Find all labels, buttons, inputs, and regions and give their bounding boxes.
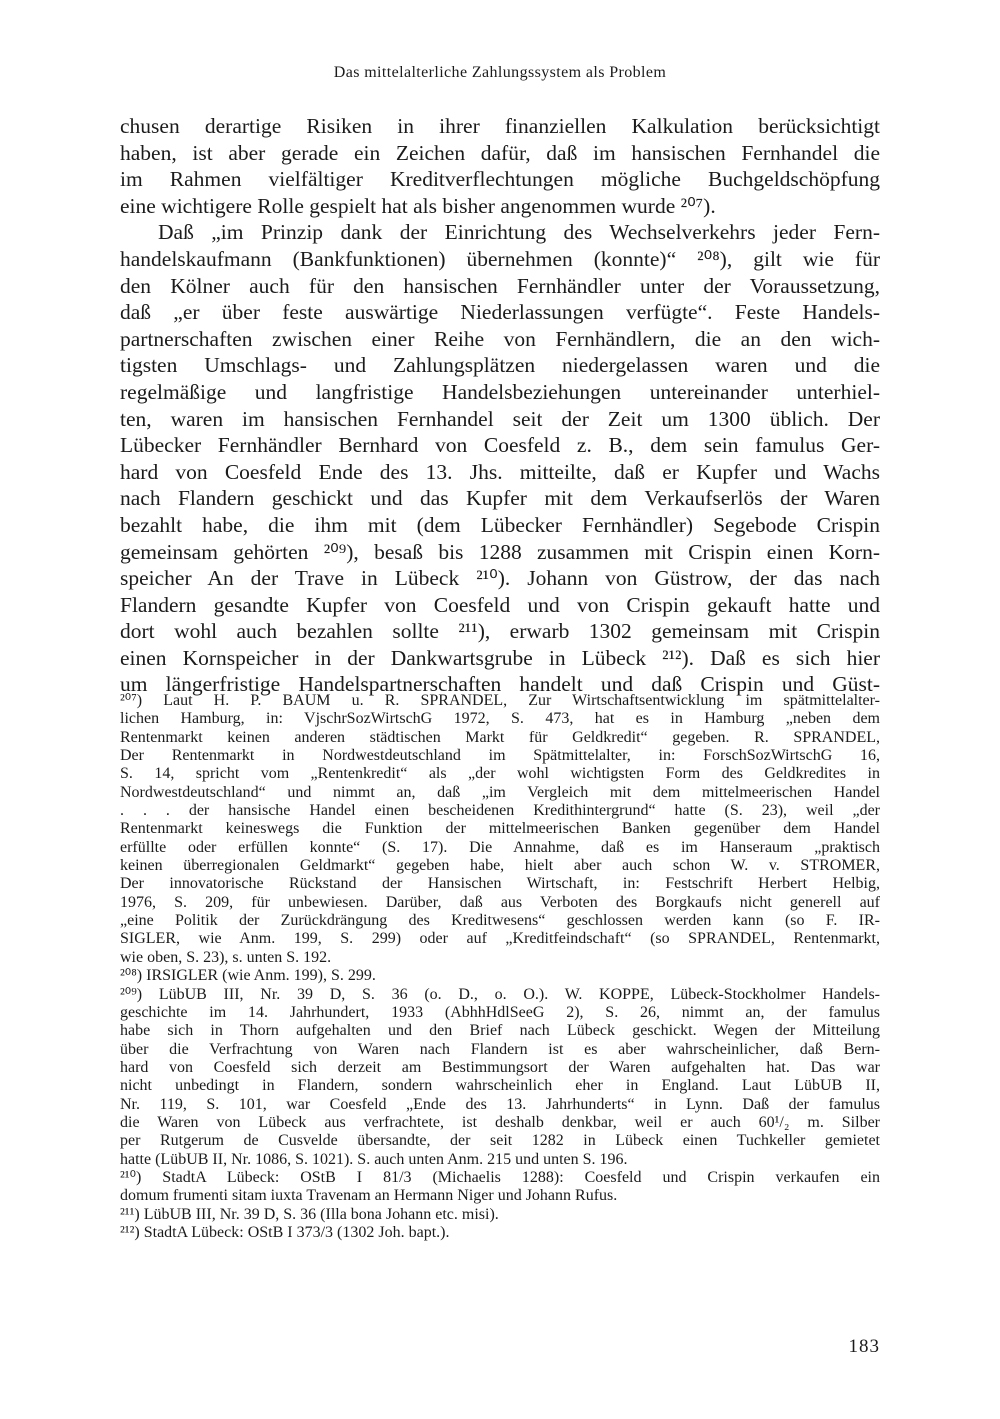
body-line: Lübecker Fernhändler Bernhard von Coesfeld z. B., dem sein famulus Ger- [120,433,880,458]
footnote-line: die Waren von Lübeck aus verfrachtete, ist deshalb denkbar, weil er auch 60¹/₂ m. Silber [120,1113,880,1131]
body-line: tigsten Umschlags- und Zahlungsplätzen niedergelassen waren und die [120,353,880,378]
footnote-line: ²¹¹) LübUB III, Nr. 39 D, S. 36 (Illa bona Johann etc. misi). [120,1205,499,1223]
footnote-line: domum frumenti sitam iuxta Travenam an Hermann Niger und Johann Rufus. [120,1187,618,1205]
body-line: hard von Coesfeld Ende des 13. Jhs. mitteilte, daß er Kupfer und Wachs [120,459,880,484]
body-line: bezahlt habe, die ihm mit (dem Lübecker Fernhändler) Segebode Crispin [120,512,880,537]
body-line: ten, waren im hansischen Fernhandel seit der Zeit um 1300 üblich. Der [120,406,880,431]
footnote-line: ²¹²) StadtA Lübeck: OStB I 373/3 (1302 Joh. bapt.). [120,1223,450,1241]
body-line: regelmäßige und langfristige Handelsbeziehungen untereinander unterhiel- [120,379,880,404]
footnote-line: habe sich in Thorn aufgehalten und den Brief nach Lübeck geschickt. Wegen der Mitteilung [120,1022,880,1040]
footnote-line: Rentenmarkt keineswegs die Funktion der mittelmeerischen Banken gegenüber dem Handel [120,820,880,838]
body-line: den Kölner auch für den hansischen Fernhändler unter der Voraussetzung, [120,273,880,298]
body-line: nach Flandern geschickt und das Kupfer mit dem Verkaufserlös der Waren [120,486,880,511]
body-line: partnerschaften zwischen einer Reihe von Fernhändlern, die an den wich- [120,326,880,351]
body-line: chusen derartige Risiken in ihrer finanziellen Kalkulation berücksichtigt [120,114,880,138]
footnote-line: wie oben, S. 23), s. unten S. 192. [120,948,332,966]
footnote-line: Nr. 119, S. 101, war Coesfeld „Ende des 13. Jahrhunderts“ in Lynn. Daß der famulus [120,1095,880,1113]
footnote-line: Der Rentenmarkt in Nordwestdeutschland im Spätmittelalter, in: ForschSozWirtschG 16, [120,747,880,765]
body-line: eine wichtigere Rolle gespielt hat als bisher angenommen wurde ²⁰⁷). [120,193,716,218]
footnotes [120,692,880,1242]
footnote-line: ²⁰⁷) Laut H. P. BAUM u. R. SPRANDEL, Zur Wirtschaftsentwicklung im spätmittelalter- [120,692,880,709]
body-line: daß „er über feste auswärtige Niederlassungen verfügte“. Feste Handels- [120,300,880,325]
footnote-line: „eine Politik der Zurückdrängung des Kreditwesens“ geschlossen werden kann (so F. IR- [120,912,880,930]
footnote-line: geschichte im 14. Jahrhundert, 1933 (AbhhHdlSeeG 2), S. 26, nimmt an, der famulus [120,1003,880,1021]
body-line: im Rahmen vielfältiger Kreditverflechtungen mögliche Buchgeldschöpfung [120,167,880,192]
footnote-line: Der innovatorische Rückstand der Hansischen Wirtschaft, in: Festschrift Herbert Helbig, [120,875,880,893]
footnote-line: . . . der hansische Handel einen bescheidenen Kredithintergrund“ hatte (S. 23), weil „der [120,802,880,820]
body-line: um längerfristige Handelspartnerschaften handelt und daß Crispin und Güst- [120,672,880,697]
footnote-line: S. 14, spricht vom „Rentenkredit“ als „der wohl wichtigsten Form des Geldkredites in [120,765,880,783]
footnote-line: SIGLER, wie Anm. 199, S. 299) oder auf „Kreditfeindschaft“ (so SPRANDEL, Rentenmarkt, [120,930,880,948]
footnote-line: ²⁰⁹) LübUB III, Nr. 39 D, S. 36 (o. D., o. O.). W. KOPPE, Lübeck-Stockholmer Handels- [120,985,880,1003]
footnote-line: nicht unbedingt in Flandern, sondern wahrscheinlich eher in England. Laut LübUB II, [120,1077,880,1095]
footnote-line: erfüllte oder erfüllen konnte“ (S. 17). Die Annahme, daß es im Hanseraum „praktisch [120,838,880,856]
body-line: Flandern gesandte Kupfer von Coesfeld und von Crispin gekauft hatte und [120,592,880,617]
body-line: speicher An der Trave in Lübeck ²¹⁰). Johann von Güstrow, der das nach [120,566,880,591]
footnote-line: hatte (LübUB II, Nr. 1086, S. 1021). S. auch unten Anm. 215 und unten S. 196. [120,1150,628,1168]
body-line: Daß „im Prinzip dank der Einrichtung des Wechselverkehrs jeder Fern- [158,220,880,245]
body-line: haben, ist aber gerade ein Zeichen dafür, daß im hansischen Fernhandel die [120,140,880,165]
body-line: einen Kornspeicher in der Dankwartsgrube in Lübeck ²¹²). Daß es sich hier [120,645,880,670]
footnote-line: ²¹⁰) StadtA Lübeck: OStB I 81/3 (Michaelis 1288): Coesfeld und Crispin verkaufen ein [120,1168,880,1186]
footnote-line: Nordwestdeutschland“ und nimmt an, daß „im Vergleich mit dem mittelmeerischen Handel [120,783,880,801]
page-number: 183 [848,1336,880,1357]
body-text [120,113,880,698]
footnote-line: 1976, S. 209, für unbewiesen. Darüber, daß aus Verboten des Borgkaufs nicht generell auf [120,893,880,911]
body-line: dort wohl auch bezahlen sollte ²¹¹), erwarb 1302 gemeinsam mit Crispin [120,619,880,644]
body-line: handelskaufmann (Bankfunktionen) übernehmen (konnte)“ ²⁰⁸), gilt wie für [120,246,880,271]
footnote-line: keinen überregionalen Geldmarkt“ gegeben habe, hielt aber auch schon W. v. STROMER, [120,857,880,875]
footnote-line: per Rutgerum de Cusvelde übersandte, der seit 1282 in Lübeck einen Tuchkeller gemietet [120,1132,880,1150]
footnote-line: Rentenmarkt keinen anderen städtischen Markt für Geldkredit“ gegeben. R. SPRANDEL, [120,728,880,746]
running-head: Das mittelalterliche Zahlungssystem als Problem [333,64,667,81]
body-line: gemeinsam gehörten ²⁰⁹), besaß bis 1288 zusammen mit Crispin einen Korn- [120,539,880,564]
footnote-line: lichen Hamburg, in: VjschrSozWirtschG 1972, S. 473, hat es in Hamburg „neben dem [120,710,880,728]
footnote-line: über die Verfrachtung von Waren nach Flandern ist es aber wahrscheinlicher, daß Bern- [120,1040,880,1058]
footnote-line: ²⁰⁸) IRSIGLER (wie Anm. 199), S. 299. [120,967,376,985]
footnote-line: hard von Coesfeld sich derzeit am Bestimmungsort der Waren aufgehalten hat. Das war [120,1058,880,1076]
